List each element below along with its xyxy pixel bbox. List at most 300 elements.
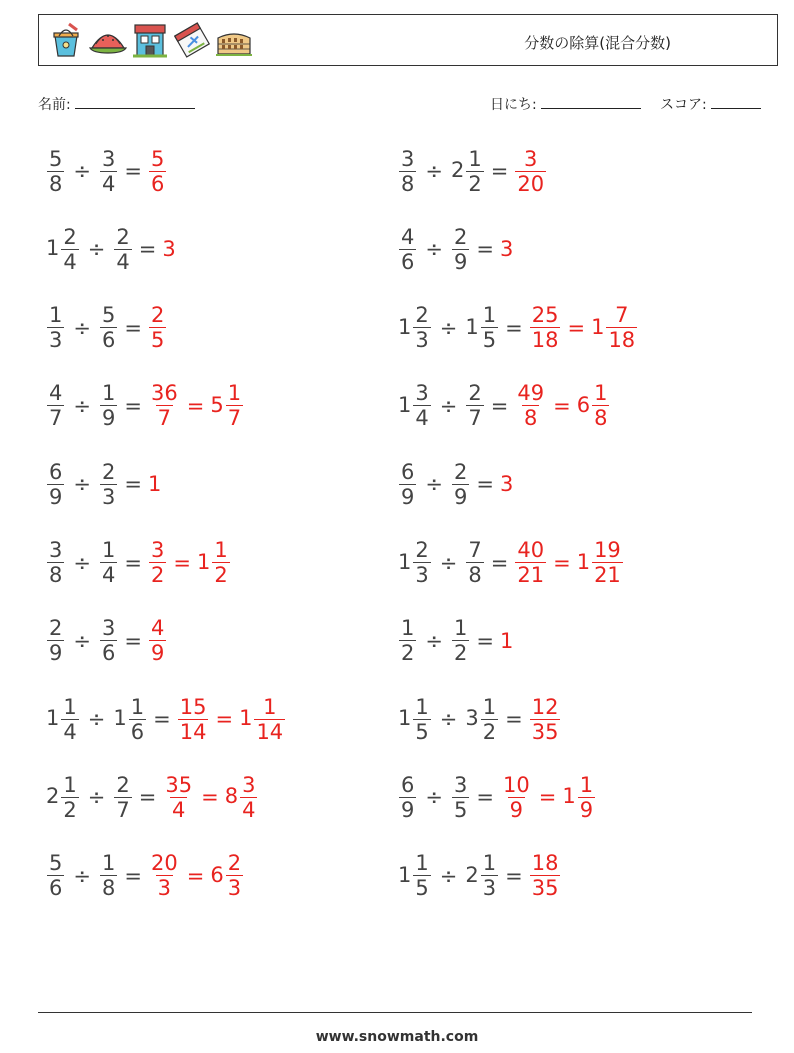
divisor-denominator: 5 (482, 328, 497, 353)
answer-value (177, 695, 210, 744)
dividend (46, 460, 65, 509)
divisor-numerator: 3 (453, 772, 468, 797)
answer-equals-sign: = (538, 785, 557, 810)
answer (514, 381, 610, 430)
divide-sign: ÷ (439, 550, 458, 575)
dividend-fraction (61, 695, 78, 744)
divide-sign: ÷ (439, 707, 458, 732)
dividend (398, 303, 432, 352)
dividend-numerator: 6 (401, 459, 415, 484)
divisor (99, 303, 118, 352)
equals-sign: = (505, 707, 523, 732)
answer-mixed-numerator: 1 (227, 381, 242, 406)
dividend-numerator: 5 (49, 851, 63, 876)
answer-value-numerator: 5 (150, 146, 165, 171)
answer-equals-sign: = (173, 550, 191, 575)
divisor-numerator: 1 (101, 851, 116, 876)
answer-mixed-fraction (254, 695, 285, 744)
answer-value-fraction (515, 538, 546, 587)
dividend-numerator: 6 (401, 772, 415, 797)
divisor-denominator: 9 (101, 406, 116, 431)
divisor-fraction (100, 460, 117, 509)
problem-16 (398, 689, 561, 749)
dividend-numerator: 2 (415, 538, 429, 562)
equals-sign: = (153, 707, 171, 732)
dividend-whole: 1 (398, 862, 412, 887)
answer-mixed-denominator: 2 (214, 563, 228, 587)
divide-sign: ÷ (425, 785, 443, 810)
dividend-denominator: 5 (415, 719, 429, 744)
answer-value-numerator: 36 (150, 381, 178, 406)
answer-equals-sign: = (186, 393, 205, 418)
divisor-denominator: 2 (482, 719, 497, 744)
divisor-fraction (114, 225, 131, 274)
answer (148, 851, 244, 900)
dividend (398, 695, 432, 744)
divisor (451, 773, 470, 822)
dividend (398, 225, 417, 274)
dividend (46, 851, 65, 900)
divisor (465, 851, 499, 900)
answer-mixed (591, 303, 638, 352)
problem-9 (46, 454, 162, 514)
problem-15 (46, 689, 286, 749)
problem-5 (46, 298, 167, 358)
worksheet-header (38, 14, 778, 66)
answer-value (148, 303, 167, 352)
dividend-numerator: 1 (63, 772, 77, 797)
answer-mixed-denominator: 8 (594, 406, 608, 431)
dividend-denominator: 6 (49, 876, 63, 901)
dividend-fraction (47, 616, 64, 665)
divide-sign: ÷ (425, 159, 443, 183)
divisor-numerator: 1 (482, 303, 497, 328)
divisor-numerator: 1 (101, 381, 116, 406)
equals-sign: = (476, 628, 494, 653)
equals-sign: = (138, 237, 157, 262)
answer-value (514, 381, 547, 430)
dividend-fraction (61, 225, 78, 274)
answer-equals-sign: = (215, 707, 234, 732)
date-field[interactable] (490, 94, 641, 114)
dividend-numerator: 1 (49, 303, 63, 328)
divisor-fraction (100, 147, 117, 196)
dividend-denominator: 9 (401, 484, 415, 509)
answer-value-numerator: 3 (524, 146, 538, 171)
dividend-numerator: 4 (49, 381, 63, 406)
divide-sign: ÷ (73, 315, 91, 340)
problem-14 (398, 611, 514, 671)
divisor-numerator: 2 (116, 224, 130, 249)
answer-mixed-fraction (226, 381, 243, 430)
divisor (113, 225, 132, 274)
answer-equals-sign: = (553, 550, 571, 575)
divisor (451, 460, 470, 509)
divisor-fraction (452, 460, 469, 509)
divide-sign: ÷ (425, 237, 443, 262)
answer-mixed-denominator: 9 (579, 797, 594, 822)
answer-value-whole: 1 (147, 472, 162, 497)
dividend-denominator: 4 (415, 406, 429, 431)
equals-sign: = (490, 159, 509, 183)
dividend-numerator: 1 (63, 694, 77, 719)
problem-4 (398, 219, 514, 279)
answer-equals-sign: = (553, 393, 571, 418)
equals-sign: = (124, 863, 142, 888)
divisor (451, 147, 485, 196)
answer-value-denominator: 3 (157, 876, 172, 901)
dividend-denominator: 5 (415, 876, 429, 901)
divisor-fraction (466, 538, 483, 587)
dividend-numerator: 2 (49, 616, 63, 641)
answer (514, 538, 623, 587)
divide-sign: ÷ (439, 315, 458, 340)
dividend-fraction (399, 147, 416, 196)
divide-sign: ÷ (73, 550, 91, 575)
divisor-numerator: 1 (101, 538, 116, 562)
name-label: 名前: (38, 97, 71, 113)
answer-value (148, 851, 181, 900)
answer (529, 695, 562, 744)
answer-value-denominator: 14 (179, 719, 207, 744)
dividend-numerator: 3 (49, 538, 63, 562)
answer-value-numerator: 18 (531, 851, 559, 876)
dividend (46, 225, 80, 274)
header-icons (47, 20, 253, 60)
divisor-denominator: 9 (453, 484, 468, 509)
answer-value (514, 538, 547, 587)
divide-sign: ÷ (87, 707, 106, 732)
dividend-whole: 1 (398, 549, 412, 574)
date-label: 日にち: (490, 97, 537, 113)
dividend-denominator: 8 (49, 563, 63, 587)
divide-sign: ÷ (73, 159, 91, 183)
answer-mixed-fraction (240, 773, 257, 822)
divisor-fraction (100, 538, 117, 587)
answer-mixed (577, 381, 611, 430)
answer-value (148, 381, 181, 430)
answer (529, 303, 638, 352)
dividend-numerator: 1 (415, 694, 429, 719)
dividend-fraction (413, 851, 430, 900)
score-label: スコア: (660, 97, 707, 113)
divide-sign: ÷ (439, 393, 458, 418)
answer-value-fraction (149, 303, 166, 352)
equals-sign: = (476, 237, 494, 262)
answer-mixed-denominator: 14 (256, 719, 284, 744)
answer-value-numerator: 15 (179, 694, 207, 719)
answer-value (529, 695, 562, 744)
divisor-fraction (481, 695, 498, 744)
answer-value-numerator: 2 (150, 303, 165, 328)
answer-equals-sign: = (567, 315, 586, 340)
dividend-denominator: 8 (49, 171, 63, 196)
problem-10 (398, 454, 514, 514)
divisor-denominator: 9 (453, 249, 468, 274)
dividend-fraction (47, 381, 64, 430)
dividend (398, 616, 417, 665)
name-field[interactable] (38, 94, 195, 114)
answer-mixed-numerator: 1 (263, 694, 277, 719)
answer-value-numerator: 12 (531, 694, 559, 719)
answer-mixed-fraction (592, 381, 609, 430)
equals-sign: = (124, 159, 142, 183)
dividend-whole: 1 (46, 706, 60, 731)
divisor-whole: 2 (465, 862, 479, 887)
dividend-whole: 1 (398, 706, 412, 731)
dividend-numerator: 4 (401, 224, 415, 249)
plane-ticket-icon (173, 20, 211, 60)
divide-sign: ÷ (73, 628, 91, 653)
answer-value (148, 616, 167, 665)
divisor-numerator: 1 (130, 694, 145, 719)
answer-value-denominator: 6 (150, 171, 165, 196)
score-blank[interactable] (711, 94, 761, 109)
dividend (398, 147, 417, 196)
answer-value-numerator: 20 (150, 851, 178, 876)
answer-value-fraction (149, 381, 180, 430)
date-blank[interactable] (541, 94, 641, 109)
answer-mixed-fraction (592, 538, 623, 587)
dividend-fraction (47, 538, 64, 587)
answer-mixed-denominator: 3 (227, 876, 242, 901)
answer (148, 616, 167, 665)
problem-7 (46, 376, 244, 436)
answer-value-denominator: 35 (531, 719, 559, 744)
divisor-whole: 1 (113, 706, 127, 731)
divisor (451, 225, 470, 274)
answer-mixed-denominator: 21 (594, 563, 621, 587)
equals-sign: = (124, 315, 142, 340)
divisor-numerator: 2 (453, 459, 468, 484)
shop-icon (131, 20, 169, 60)
divisor-numerator: 2 (101, 459, 116, 484)
divisor-fraction (100, 616, 117, 665)
answer-value-whole: 3 (499, 237, 514, 262)
answer-value-fraction (530, 695, 561, 744)
divide-sign: ÷ (425, 472, 443, 497)
dividend-denominator: 3 (49, 328, 63, 353)
dividend (46, 538, 65, 587)
divisor-numerator: 1 (482, 851, 497, 876)
divisor-fraction (466, 381, 483, 430)
dividend (398, 538, 432, 587)
answer-value (162, 237, 176, 261)
name-blank[interactable] (75, 94, 195, 109)
problem-17 (46, 767, 258, 827)
answer (148, 381, 244, 430)
answer-value (529, 851, 562, 900)
divide-sign: ÷ (87, 237, 106, 262)
divisor-fraction (452, 616, 469, 665)
answer-mixed-fraction (578, 773, 595, 822)
answer (148, 538, 231, 587)
dividend-whole: 1 (398, 392, 412, 417)
divisor-denominator: 6 (101, 641, 116, 666)
answer (148, 303, 167, 352)
answer-mixed (577, 538, 624, 587)
answer-value-denominator: 35 (531, 876, 559, 901)
divisor-numerator: 3 (101, 616, 116, 641)
answer (148, 147, 167, 196)
answer-value-fraction (149, 851, 180, 900)
dividend-fraction (413, 538, 430, 587)
dividend (46, 616, 65, 665)
answer-value-fraction (530, 851, 561, 900)
answer (500, 237, 514, 261)
answer-mixed-numerator: 2 (227, 851, 242, 876)
answer-value-denominator: 20 (517, 171, 545, 196)
answer-mixed-denominator: 4 (242, 797, 256, 822)
answer-value (148, 538, 167, 587)
answer-value-denominator: 5 (150, 328, 165, 353)
answer-mixed-numerator: 1 (214, 538, 228, 562)
answer-value (162, 773, 195, 822)
answer (162, 237, 176, 261)
answer-mixed-whole: 6 (210, 862, 224, 887)
dividend (398, 460, 417, 509)
answer (500, 629, 514, 653)
dividend-numerator: 3 (415, 381, 429, 406)
answer-value-denominator: 2 (150, 563, 165, 587)
answer (177, 695, 286, 744)
answer-mixed (197, 538, 231, 587)
divisor (99, 147, 118, 196)
divisor-fraction (100, 381, 117, 430)
answer-mixed-whole: 1 (239, 706, 253, 731)
divide-sign: ÷ (73, 472, 91, 497)
answer-value (500, 629, 514, 653)
answer-value-fraction (149, 616, 166, 665)
divisor-numerator: 1 (482, 694, 497, 719)
answer-value-fraction (163, 773, 194, 822)
dividend-denominator: 4 (63, 249, 77, 274)
divisor (99, 851, 118, 900)
divisor-denominator: 6 (101, 328, 116, 353)
answer-mixed-numerator: 19 (594, 538, 621, 562)
answer-value-denominator: 9 (509, 797, 524, 822)
dividend-numerator: 1 (415, 851, 429, 876)
dividend-whole: 1 (398, 314, 412, 339)
answer-value-fraction (515, 147, 546, 196)
answer-value-numerator: 10 (502, 772, 530, 797)
equals-sign: = (476, 785, 494, 810)
dividend (398, 851, 432, 900)
divisor (465, 303, 499, 352)
divisor-fraction (100, 851, 117, 900)
answer-mixed-whole: 8 (224, 784, 239, 809)
answer-value-fraction (149, 147, 166, 196)
dividend-denominator: 8 (401, 171, 415, 196)
answer-mixed-denominator: 18 (608, 328, 636, 353)
dividend-fraction (399, 225, 416, 274)
divisor-numerator: 1 (453, 616, 468, 641)
answer-value-fraction (178, 695, 209, 744)
answer-value (514, 147, 547, 196)
dividend-denominator: 3 (415, 563, 429, 587)
answer-mixed-whole: 1 (562, 784, 576, 809)
dividend-fraction (47, 460, 64, 509)
answer-mixed-numerator: 1 (594, 381, 608, 406)
dividend-denominator: 6 (401, 249, 415, 274)
divisor-fraction (129, 695, 146, 744)
dividend-numerator: 2 (415, 303, 429, 328)
divisor (465, 695, 499, 744)
divisor-fraction (481, 303, 498, 352)
answer-equals-sign: = (201, 785, 219, 810)
answer (529, 851, 562, 900)
dividend-whole: 1 (46, 236, 60, 261)
dividend-denominator: 9 (49, 641, 63, 666)
problem-2 (398, 141, 547, 201)
answer-value-numerator: 40 (517, 538, 545, 562)
dividend-numerator: 2 (63, 224, 77, 249)
answer-value-fraction (501, 773, 532, 822)
dividend (46, 147, 65, 196)
answer-value-denominator: 7 (157, 406, 172, 431)
answer-value (500, 773, 533, 822)
divisor (113, 773, 132, 822)
divisor (451, 616, 470, 665)
answer-mixed-denominator: 7 (227, 406, 242, 431)
divisor-numerator: 3 (101, 146, 116, 171)
answer-mixed (210, 851, 244, 900)
problem-20 (398, 846, 561, 906)
dividend-fraction (399, 616, 416, 665)
answer-value-denominator: 4 (172, 797, 186, 822)
equals-sign: = (124, 550, 142, 575)
equals-sign: = (490, 550, 509, 575)
dividend-denominator: 9 (401, 797, 415, 822)
divide-sign: ÷ (73, 863, 91, 888)
divisor-denominator: 8 (101, 876, 116, 901)
equals-sign: = (505, 863, 523, 888)
dividend-fraction (47, 147, 64, 196)
score-field[interactable] (660, 94, 761, 114)
divide-sign: ÷ (87, 785, 106, 810)
answer (514, 147, 547, 196)
dividend-denominator: 4 (63, 719, 77, 744)
equals-sign: = (476, 472, 494, 497)
dividend (46, 695, 80, 744)
dividend-denominator: 7 (49, 406, 63, 431)
divisor-denominator: 2 (453, 641, 468, 666)
dividend (46, 773, 80, 822)
answer-mixed-fraction (212, 538, 229, 587)
dividend-numerator: 3 (401, 146, 415, 171)
dividend (46, 381, 65, 430)
divisor-denominator: 4 (101, 171, 116, 196)
equals-sign: = (124, 393, 142, 418)
dividend-whole: 2 (46, 784, 60, 809)
answer-value-fraction (530, 303, 561, 352)
answer-mixed (239, 695, 286, 744)
footer-divider (38, 1012, 752, 1013)
problem-11 (46, 533, 231, 593)
answer-mixed (562, 773, 596, 822)
dividend-fraction (413, 695, 430, 744)
divisor (465, 538, 484, 587)
divisor-denominator: 3 (101, 484, 116, 509)
dividend-fraction (47, 851, 64, 900)
answer-value (500, 472, 514, 496)
divisor (465, 381, 484, 430)
dividend-fraction (399, 773, 416, 822)
equals-sign: = (505, 315, 523, 340)
problem-12 (398, 533, 624, 593)
answer-mixed-whole: 1 (591, 314, 605, 339)
answer-value-whole: 1 (499, 628, 514, 653)
